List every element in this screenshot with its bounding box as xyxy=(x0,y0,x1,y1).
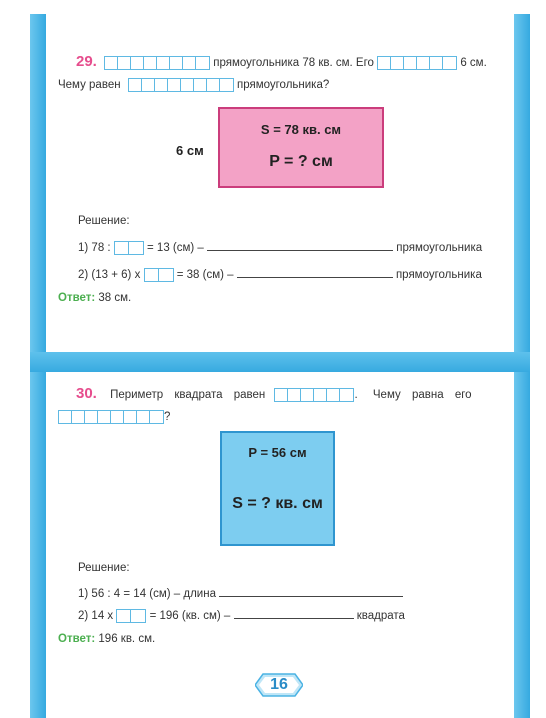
task-29-text: прямоугольника 78 кв. см. Его xyxy=(213,57,374,69)
task-29-step-2 xyxy=(78,265,482,282)
square-figure xyxy=(220,431,335,546)
task-30-step-1 xyxy=(78,584,403,601)
task-30-text: Чему xyxy=(372,389,401,401)
answer-cells[interactable] xyxy=(274,388,354,402)
task-29-solution-label: Решение: xyxy=(78,215,130,227)
step-text: = 38 (см) – xyxy=(176,269,234,281)
task-30-line-2 xyxy=(58,410,170,424)
answer-cells[interactable] xyxy=(104,56,210,70)
answer-label: Ответ: xyxy=(58,292,96,304)
task-30-text: квадрата xyxy=(174,389,223,401)
task-30-step-2 xyxy=(78,606,405,623)
task-30-text: ? xyxy=(164,411,171,424)
page-number: 16 xyxy=(270,676,288,693)
task-30-text: равна xyxy=(411,389,444,401)
task-29-line-1 xyxy=(76,55,487,70)
answer-cells[interactable] xyxy=(58,410,164,424)
step-text: квадрата xyxy=(356,610,405,622)
answer-cells[interactable] xyxy=(116,609,146,623)
step-text: = 13 (см) – xyxy=(147,242,204,254)
answer-line[interactable] xyxy=(237,265,393,278)
rect-perimeter-label: P = ? см xyxy=(269,153,333,170)
answer-value: 38 см. xyxy=(98,292,132,304)
task-29-text: прямоугольника? xyxy=(236,79,330,92)
step-text: = 196 (кв. см) – xyxy=(149,610,231,622)
task-30-text: равен xyxy=(233,389,266,401)
task-30-text: его xyxy=(454,389,472,401)
task-29-answer xyxy=(58,291,131,305)
task-30-answer xyxy=(58,632,155,646)
rectangle-figure xyxy=(218,107,384,188)
task-30-text: Периметр xyxy=(110,389,164,401)
task-29-text: Чему равен xyxy=(58,79,121,92)
answer-value: 196 кв. см. xyxy=(98,633,156,645)
step-text: 1) 78 : xyxy=(78,242,111,254)
rect-side-label: 6 см xyxy=(176,143,204,158)
task-29-text: 6 см. xyxy=(460,57,487,69)
step-text: 2) 14 х xyxy=(78,610,114,622)
task-30-solution-label: Решение: xyxy=(78,562,130,574)
task-30-text: . xyxy=(354,389,358,401)
section-divider xyxy=(30,352,530,372)
answer-cells[interactable] xyxy=(114,241,144,255)
square-perimeter-label: P = 56 см xyxy=(248,445,307,460)
page-number-badge xyxy=(255,672,303,698)
task-30-number: 30. xyxy=(76,385,97,402)
answer-cells[interactable] xyxy=(144,268,174,282)
answer-label: Ответ: xyxy=(58,633,96,645)
task-29-number: 29. xyxy=(76,53,97,70)
answer-line[interactable] xyxy=(219,584,403,597)
step-text: прямоугольника xyxy=(396,242,483,254)
rect-area-label: S = 78 кв. см xyxy=(260,122,342,137)
answer-cells[interactable] xyxy=(128,78,234,92)
answer-line[interactable] xyxy=(234,606,354,619)
task-29-line-2 xyxy=(58,78,329,92)
step-text: прямоугольника xyxy=(395,269,482,281)
task-29-step-1 xyxy=(78,238,482,255)
answer-line[interactable] xyxy=(207,238,393,251)
square-area-label: S = ? кв. см xyxy=(232,495,323,512)
step-text: 2) (13 + 6) х xyxy=(78,269,141,281)
step-text: 1) 56 : 4 = 14 (см) – длина xyxy=(78,588,216,600)
task-30-line-1 xyxy=(76,387,502,402)
answer-cells[interactable] xyxy=(377,56,457,70)
